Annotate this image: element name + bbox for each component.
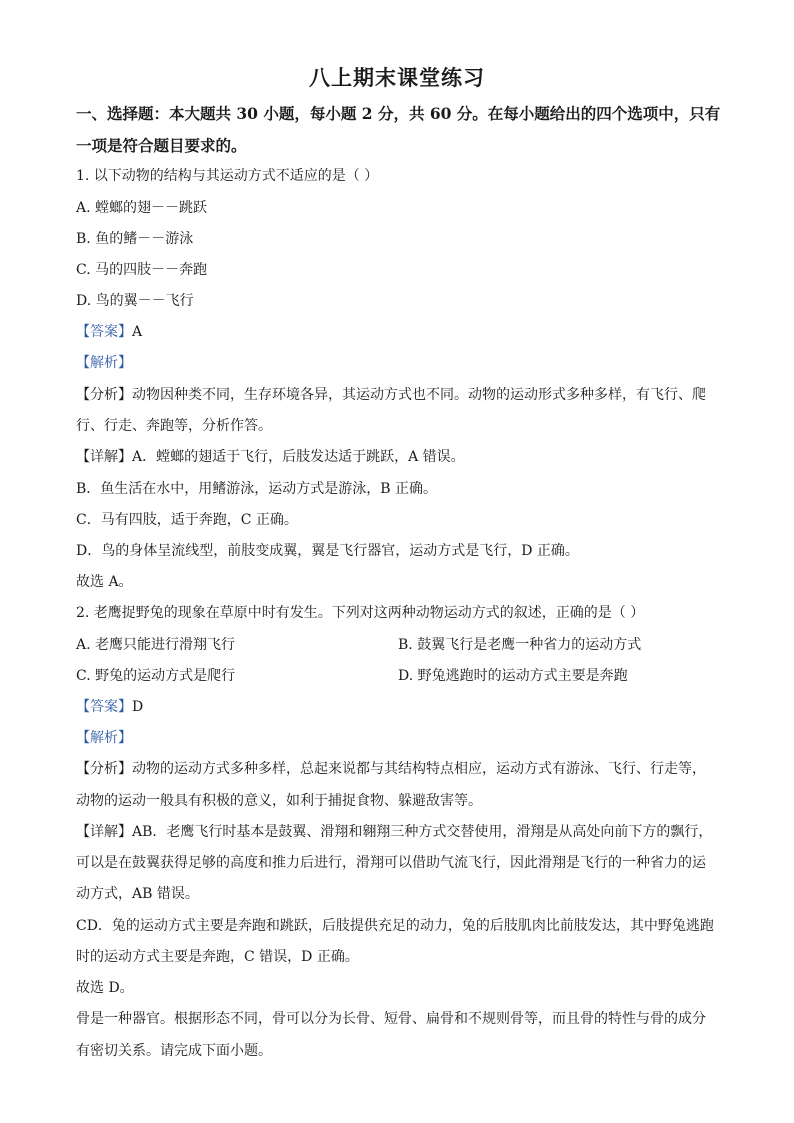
q2-detail-line3: 动方式，AB 错误。 (76, 886, 199, 902)
answer-tag: 【答案】 (76, 699, 132, 715)
detail-tag: 【详解】 (76, 449, 132, 465)
q1-conclusion: 故选 A。 (76, 574, 133, 590)
answer-value: D (132, 699, 144, 715)
q2-analysis-heading (76, 728, 132, 748)
intro-line1: 骨是一种器官。根据形态不同，骨可以分为长骨、短骨、扁骨和不规则骨等，而且骨的特性与骨的成分 (76, 1011, 706, 1027)
q1-analysis-heading (76, 353, 132, 373)
q2-conclusion: 故选 D。 (76, 980, 134, 996)
page-title: 八上期末课堂练习 (309, 65, 485, 90)
q1-detail-line1 (76, 447, 465, 467)
analysis-tag: 【解析】 (76, 355, 132, 371)
q1-detail-line3: C．马有四肢，适于奔跑，C 正确。 (76, 512, 298, 528)
q1-detail-line4: D．鸟的身体呈流线型，前肢变成翼，翼是飞行器官，运动方式是飞行，D 正确。 (76, 543, 579, 559)
q1-detail-line2: B．鱼生活在水中，用鳍游泳，运动方式是游泳，B 正确。 (76, 481, 438, 497)
q1-fenxi-line1 (76, 385, 706, 405)
analysis-tag: 【解析】 (76, 730, 132, 746)
detail-text: A．螳螂的翅适于飞行，后肢发达适于跳跃，A 错误。 (132, 449, 465, 465)
section-heading-line1: 一、选择题：本大题共 30 小题，每小题 2 分，共 60 分。在每小题给出的四个选项中，只有 (76, 104, 721, 123)
q2-option-a: A. 老鹰只能进行滑翔飞行 (76, 637, 236, 653)
fenxi-text: 动物因种类不同，生存环境各异，其运动方式也不同。动物的运动形式多种多样，有飞行、爬 (132, 387, 706, 403)
q1-answer (76, 322, 142, 342)
q1-option-a: A. 螳螂的翅－－跳跃 (76, 200, 208, 216)
intro-line2: 有密切关系。请完成下面小题。 (76, 1043, 272, 1059)
q2-option-d: D. 野兔逃跑时的运动方式主要是奔跑 (398, 668, 628, 684)
q2-detail-line5: 时的运动方式主要是奔跑，C 错误，D 正确。 (76, 949, 359, 965)
fenxi-text: 动物的运动方式多种多样，总起来说都与其结构特点相应，运动方式有游泳、飞行、行走等， (132, 761, 706, 777)
q1-option-c: C. 马的四肢－－奔跑 (76, 262, 208, 278)
q2-fenxi-line2: 动物的运动一般具有积极的意义，如利于捕捉食物、躲避敌害等。 (76, 793, 482, 809)
section-heading-line2: 一项是符合题目要求的。 (76, 136, 247, 155)
q2-option-c: C. 野兔的运动方式是爬行 (76, 668, 236, 684)
q2-detail-line4: CD．兔的运动方式主要是奔跑和跳跃，后肢提供充足的动力，兔的后肢肌肉比前肢发达，其中野兔逃跑 (76, 918, 714, 934)
answer-tag: 【答案】 (76, 324, 132, 340)
answer-value: A (132, 324, 143, 340)
q2-detail-line2: 可以是在鼓翼获得足够的高度和推力后进行，滑翔可以借助气流飞行，因此滑翔是飞行的一种省力的运 (76, 855, 706, 871)
q2-stem: 2. 老鹰捉野兔的现象在草原中时有发生。下列对这两种动物运动方式的叙述，正确的是（ ） (76, 605, 645, 621)
q2-answer (76, 697, 143, 717)
q1-option-d: D. 鸟的翼－－飞行 (76, 293, 194, 309)
q1-option-b: B. 鱼的鳍－－游泳 (76, 231, 194, 247)
fenxi-tag: 【分析】 (76, 387, 132, 403)
q2-detail-line1 (76, 822, 712, 842)
q1-fenxi-line2: 行、行走、奔跑等，分析作答。 (76, 418, 272, 434)
detail-tag: 【详解】 (76, 824, 132, 840)
fenxi-tag: 【分析】 (76, 761, 132, 777)
q1-stem: 1. 以下动物的结构与其运动方式不适应的是（ ） (76, 168, 379, 184)
detail-text: AB．老鹰飞行时基本是鼓翼、滑翔和翱翔三种方式交替使用，滑翔是从高处向前下方的飘行， (132, 824, 713, 840)
q2-fenxi-line1 (76, 759, 706, 779)
q2-option-b: B. 鼓翼飞行是老鹰一种省力的运动方式 (398, 637, 642, 653)
